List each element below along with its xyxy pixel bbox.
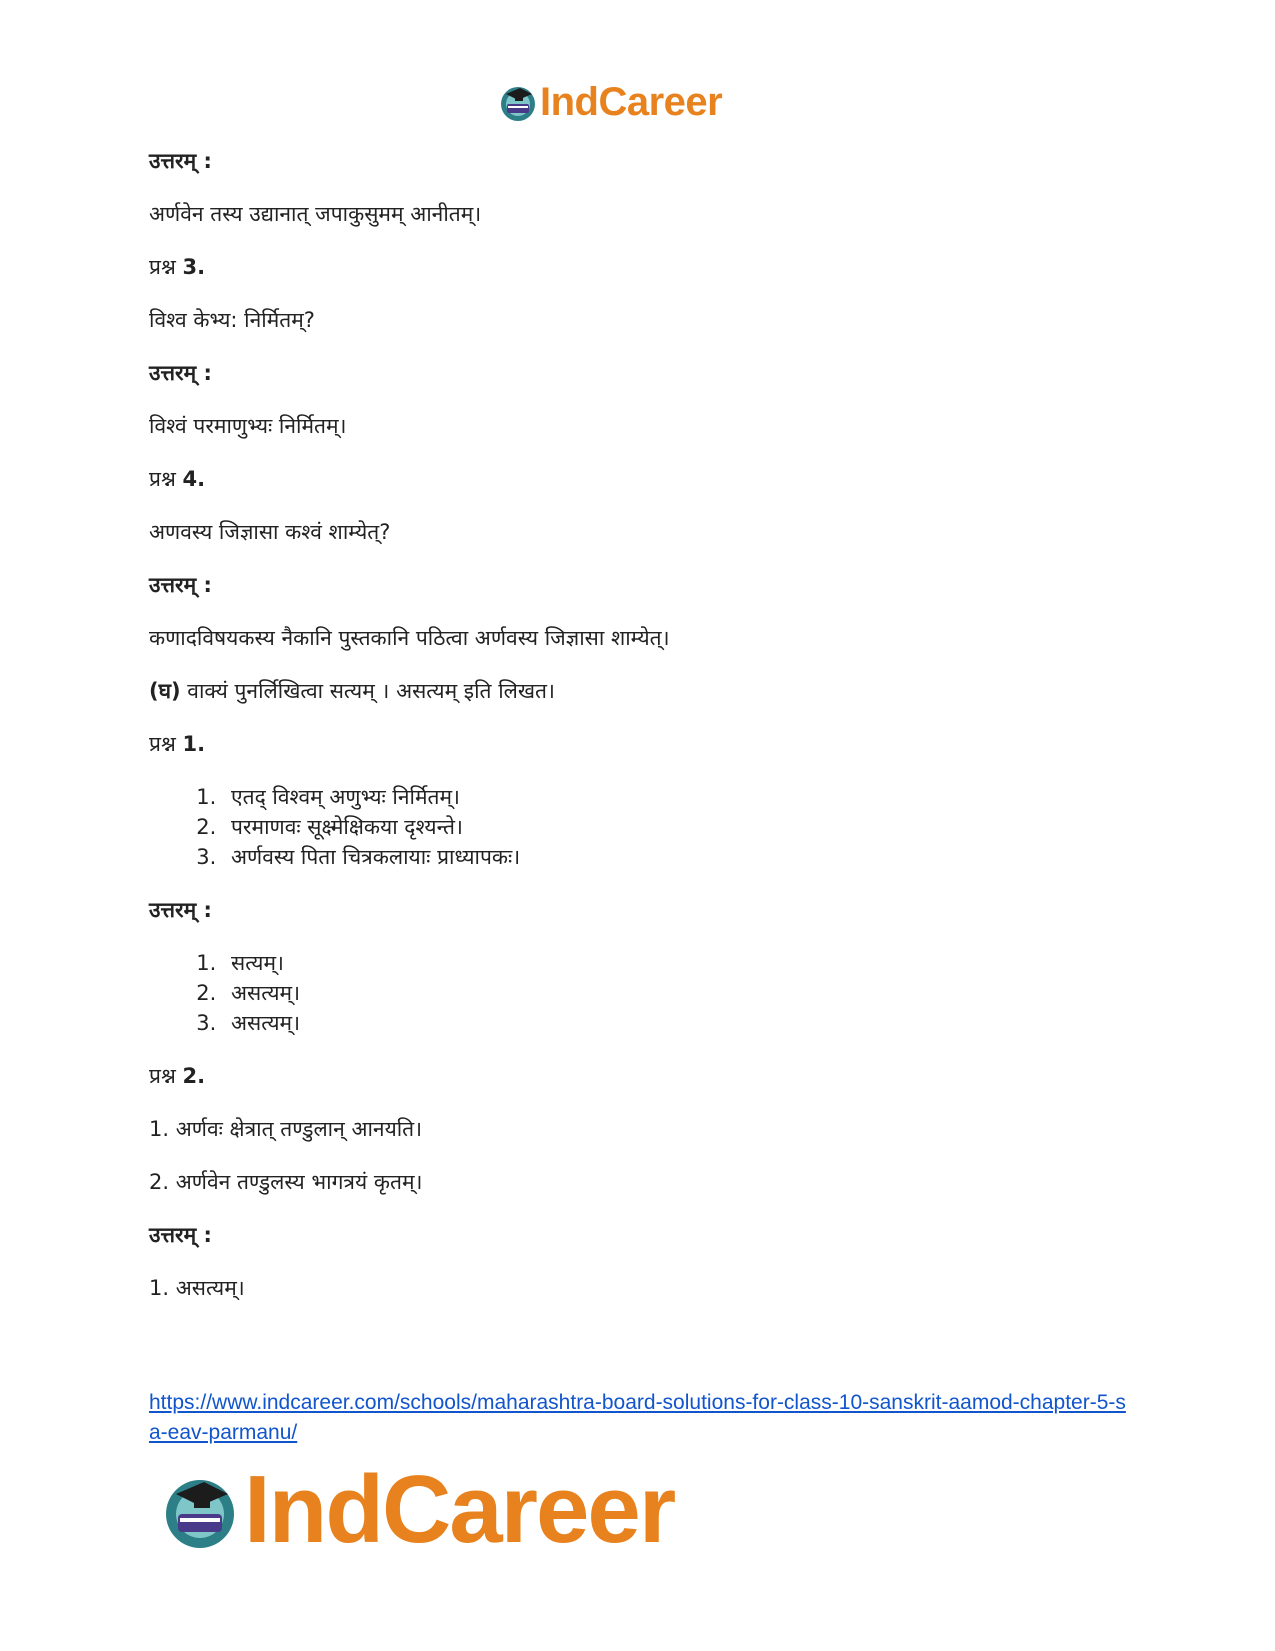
instruction-line bbox=[149, 676, 1149, 706]
question-heading bbox=[149, 1061, 1149, 1091]
paragraph: 1. अर्णवः क्षेत्रात् तण्डुलान् आनयति। bbox=[149, 1117, 423, 1141]
question-heading bbox=[149, 729, 1149, 759]
question-prefix: प्रश्न bbox=[149, 1064, 176, 1088]
list-item: 1. सत्यम्। bbox=[223, 948, 1149, 978]
numbered-list bbox=[149, 948, 1149, 1038]
answer-label: उत्तरम् : bbox=[149, 361, 212, 385]
list-item: 2. परमाणवः सूक्ष्मेक्षिकया दृश्यन्ते। bbox=[223, 812, 1149, 842]
question-number: 3. bbox=[182, 255, 206, 279]
answer-label: उत्तरम् : bbox=[149, 573, 212, 597]
question-heading bbox=[149, 464, 1149, 494]
graduation-cap-book-globe-icon bbox=[160, 1470, 240, 1550]
list-item: 3. असत्यम्। bbox=[223, 1008, 1149, 1038]
instruction-text: वाक्यं पुनर्लिखित्वा सत्यम् । असत्यम् इति लिखत। bbox=[187, 679, 555, 703]
footer-logo bbox=[160, 1456, 675, 1563]
paragraph: अणवस्य जिज्ञासा कश्वं शाम्येत्? bbox=[149, 520, 391, 544]
graduation-cap-book-globe-icon bbox=[498, 82, 538, 122]
header-logo bbox=[498, 80, 722, 124]
paragraph: विश्व केभ्य: निर्मितम्? bbox=[149, 308, 315, 332]
question-number: 2. bbox=[182, 1064, 206, 1088]
question-heading bbox=[149, 252, 1149, 282]
question-number: 4. bbox=[182, 467, 206, 491]
question-number: 1. bbox=[182, 732, 206, 756]
paragraph: 2. अर्णवेन तण्डुलस्य भागत्रयं कृतम्। bbox=[149, 1170, 423, 1194]
question-prefix: प्रश्न bbox=[149, 732, 176, 756]
source-link[interactable]: https://www.indcareer.com/schools/maharashtra-board-solutions-for-class-10-sanskrit-aamod-chapter-5-sa-eav-parmanu/ bbox=[149, 1391, 1126, 1444]
paragraph: कणादविषयकस्य नैकानि पुस्तकानि पठित्वा अर्णवस्य जिज्ञासा शाम्येत्। bbox=[149, 626, 670, 650]
list-item: 1. एतद् विश्वम् अणुभ्यः निर्मितम्। bbox=[223, 782, 1149, 812]
brand-name: IndCareer bbox=[540, 79, 723, 124]
paragraph: 1. असत्यम्। bbox=[149, 1276, 245, 1300]
answer-label: उत्तरम् : bbox=[149, 149, 212, 173]
answer-label: उत्तरम् : bbox=[149, 898, 212, 922]
brand-name: IndCareer bbox=[244, 1456, 675, 1563]
question-prefix: प्रश्न bbox=[149, 467, 176, 491]
list-item: 3. अर्णवस्य पिता चित्रकलायाः प्राध्यापकः। bbox=[223, 842, 1149, 872]
document-body bbox=[149, 146, 1149, 1326]
list-item: 2. असत्यम्। bbox=[223, 978, 1149, 1008]
question-prefix: प्रश्न bbox=[149, 255, 176, 279]
answer-label: उत्तरम् : bbox=[149, 1223, 212, 1247]
paragraph: विश्वं परमाणुभ्यः निर्मितम्। bbox=[149, 414, 347, 438]
numbered-list bbox=[149, 782, 1149, 872]
paragraph: अर्णवेन तस्य उद्यानात् जपाकुसुमम् आनीतम्। bbox=[149, 202, 482, 226]
section-marker: (घ) bbox=[149, 679, 181, 703]
